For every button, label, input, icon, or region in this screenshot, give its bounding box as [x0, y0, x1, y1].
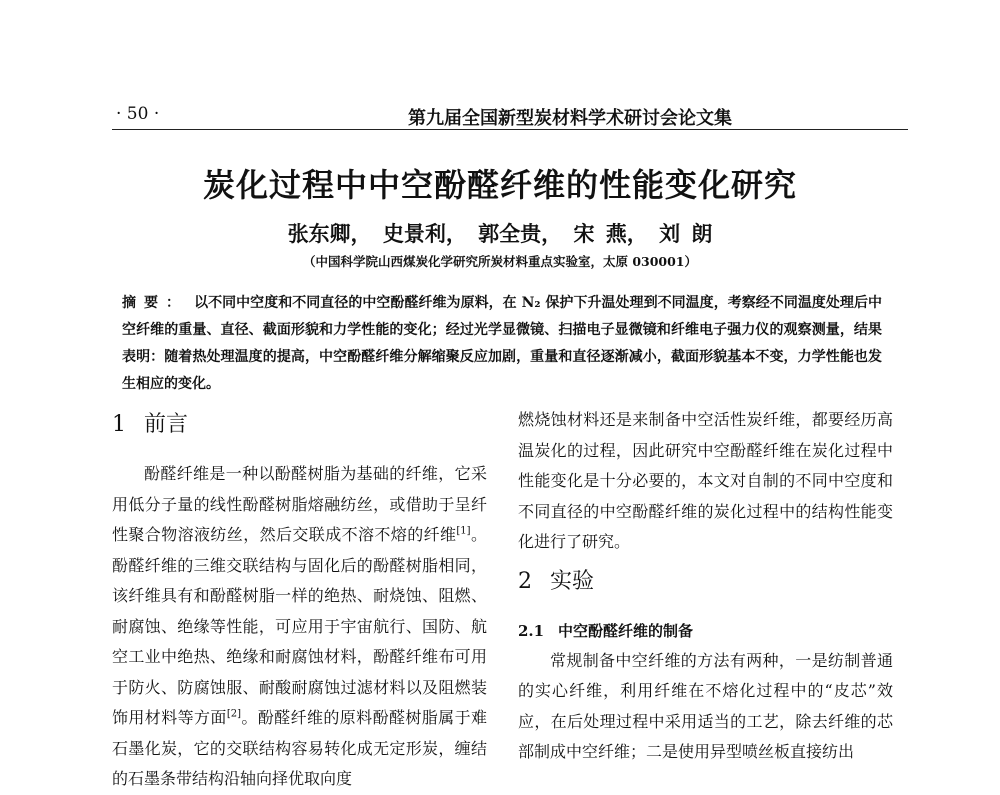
citation-1[interactable]: [1]: [456, 525, 471, 537]
paper-title: 炭化过程中中空酚醛纤维的性能变化研究: [202, 166, 797, 204]
subsection-2-1-title: 中空酚醛纤维的制备: [558, 621, 694, 640]
header-rule: [112, 129, 908, 130]
citation-2[interactable]: [2]: [226, 708, 241, 720]
abstract-label: 摘要：: [122, 295, 189, 311]
subsection-2-1-heading: [518, 616, 893, 646]
subsection-2-1-number: 2.1: [518, 621, 545, 640]
section-2-heading: [518, 562, 893, 616]
method-paragraph: 常规制备中空纤维的方法有两种，一是纺制普通的实心纤维，利用纤维在不熔化过程中的“皮芯”效应，在后处理过程中采用适当的工艺，除去纤维的芯部制成中空纤维；二是使用异型喷丝板直接纺出: [518, 650, 893, 761]
page-number: · 50 ·: [116, 104, 160, 124]
section-1-heading: [112, 405, 487, 459]
running-title: 第九届全国新型炭材料学术研讨会论文集: [408, 108, 732, 129]
section-1-title: 前言: [144, 412, 189, 437]
running-header: [0, 100, 1000, 130]
section-2-number: 2: [518, 568, 532, 594]
abstract-text: 以不同中空度和不同直径的中空酚醛纤维为原料，在 N₂ 保护下升温处理到不同温度，考察经不同温度处理后中空纤维的重量、直径、截面形貌和力学性能的变化；经过光学显微镜、扫描电子显微镜和纤维电子强力仪的观察测量，结果表明：随着热处理温度的提高，中空酚醛纤维分解缩聚反应加剧，重量和直径逐渐减小，截面形貌基本不变，力学性能也发生相应的变化。: [122, 295, 882, 392]
left-column: [112, 405, 487, 795]
intro-continuation: 燃烧蚀材料还是来制备中空活性炭纤维，都要经历高温炭化的过程，因此研究中空酚醛纤维在炭化过程中性能变化是十分必要的，本文对自制的不同中空度和不同直径的中空酚醛纤维的炭化过程中的结构性能变化进行了研究。: [518, 410, 893, 551]
author-list: 张东卿， 史景利， 郭全贵， 宋 燕， 刘 朗: [287, 221, 713, 246]
intro-text-a: 酚醛纤维是一种以酚醛树脂为基础的纤维，它采用低分子量的线性酚醛树脂熔融纺丝，或借助于呈纤性聚合物溶液纺丝，然后交联成不溶不熔的纤维: [112, 464, 487, 544]
intro-text-c: 。酚醛纤维的原料酚醛树脂属于难石墨化炭，它的交联结构容易转化成无定形炭，缠结的石墨条带结构沿轴向择优取向度: [112, 708, 487, 788]
affiliation: （中国科学院山西煤炭化学研究所炭材料重点实验室，太原 030001）: [302, 254, 698, 269]
intro-text-b: 。酚醛纤维的三维交联结构与固化后的酚醛树脂相同，该纤维具有和酚醛树脂一样的绝热、耐烧蚀、阻燃、耐腐蚀、绝缘等性能，可应用于宇宙航行、国防、航空工业中绝热、绝缘和耐腐蚀材料，酚醛纤维布可用于防火、防腐蚀服、耐酸耐腐蚀过滤材料以及阻燃装饰用材料等方面: [112, 525, 487, 727]
section-2-title: 实验: [550, 568, 595, 594]
right-column: [518, 405, 893, 768]
intro-paragraph: [112, 459, 487, 795]
abstract: [122, 290, 882, 398]
section-1-number: 1: [112, 412, 126, 437]
